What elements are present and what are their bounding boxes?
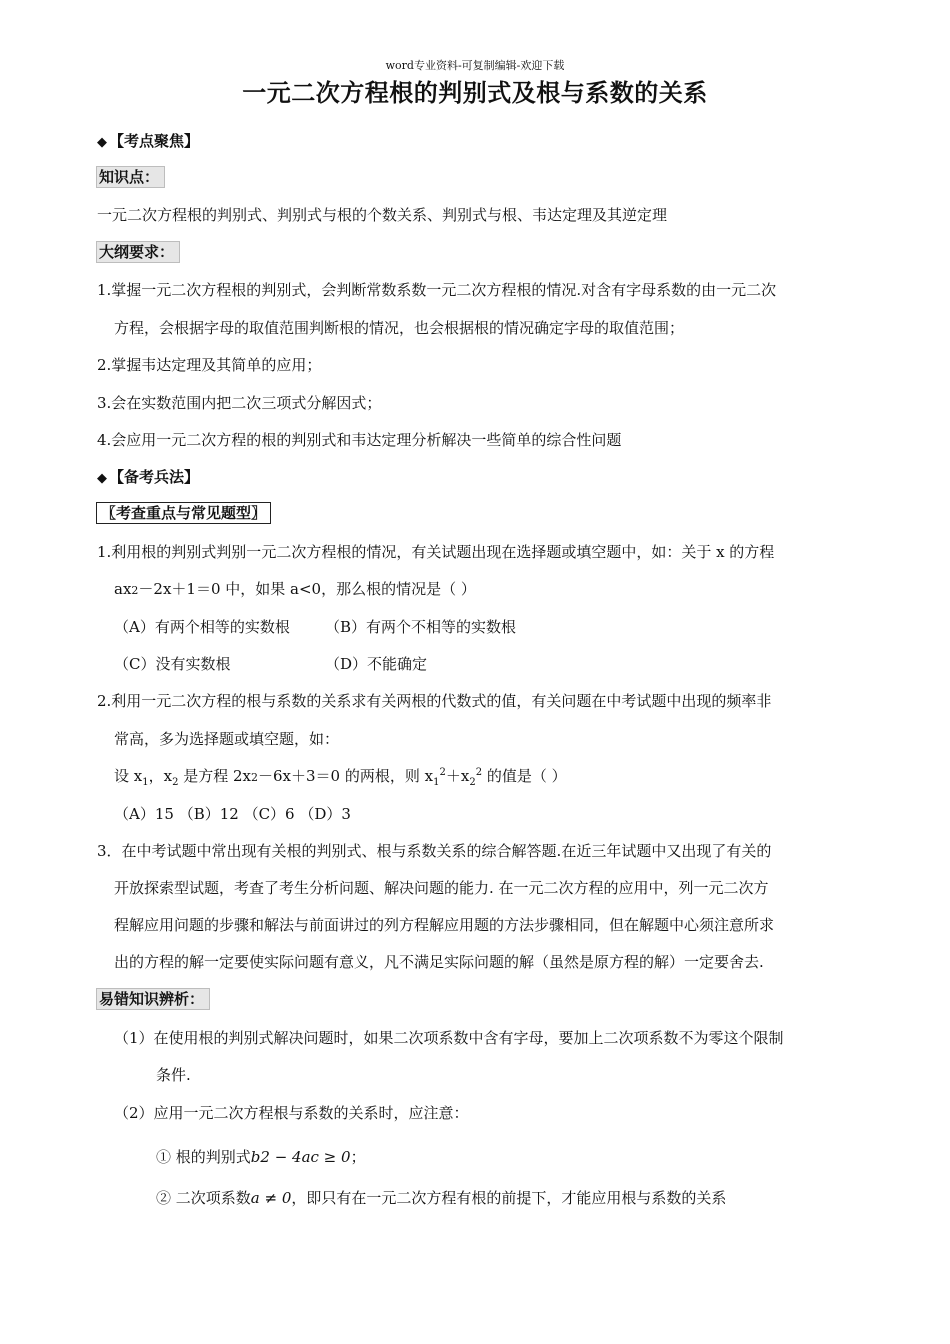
q1-option-b: （B）有两个不相等的实数根	[325, 618, 517, 636]
q1-option-c: （C）没有实数根	[114, 655, 231, 673]
zhishidian-label: 知识点：	[96, 166, 165, 188]
q2-line3: 设 $x_1$，$x_2$ 是方程 2x2－6x＋3＝0 的两根，则 $x_1^2+x_2^2$ 的值是（ ）	[114, 767, 567, 788]
q2-options: （A）15 （B）12 （C）6 （D）3	[114, 805, 351, 823]
coefficient-condition: a ≠ 0	[250, 1189, 292, 1207]
yicuo-p2: （2）应用一元二次方程根与系数的关系时，应注意：	[114, 1104, 469, 1122]
dagang-item-4: 4.会应用一元二次方程的根的判别式和韦达定理分析解决一些简单的综合性问题	[97, 431, 622, 449]
section-kaodian: ◆ 【考点聚焦】	[97, 132, 200, 150]
q1-option-a: （A）有两个相等的实数根	[114, 618, 290, 636]
dagang-item-3: 3.会在实数范围内把二次三项式分解因式；	[97, 394, 382, 412]
yicuo-condition-2: ② 二次项系数a ≠ 0，即只有在一元二次方程有根的前提下，才能应用根与系数的关系	[156, 1189, 727, 1207]
zhishidian-text: 一元二次方程根的判别式、判别式与根的个数关系、判别式与根、韦达定理及其逆定理	[97, 206, 668, 224]
q1-option-d: （D）不能确定	[325, 655, 428, 673]
zhishidian-label-box	[96, 166, 165, 187]
dagang-item-1: 1.掌握一元二次方程根的判别式，会判断常数系数一元二次方程根的情况.对含有字母系数的由一元二次	[97, 281, 777, 299]
page-title: 一元二次方程根的判别式及根与系数的关系	[242, 79, 708, 107]
q1-line1: 1.利用根的判别式判别一元二次方程根的情况，有关试题出现在选择题或填空题中，如：关于 x 的方程	[97, 543, 775, 561]
diamond-icon: ◆	[97, 471, 107, 486]
q2-line2: 常高，多为选择题或填空题，如：	[114, 730, 340, 748]
discriminant-formula: b2 − 4ac ≥ 0	[250, 1148, 351, 1166]
yicuo-p1-line1: （1）在使用根的判别式解决问题时，如果二次项系数中含有字母，要加上二次项系数不为零这个限制	[114, 1029, 784, 1047]
q1-line2: ax2－2x＋1＝0 中，如果 a<0，那么根的情况是（ ）	[114, 580, 476, 598]
page-header: word专业资料-可复制编辑-欢迎下载	[385, 59, 565, 72]
dagang-label: 大纲要求：	[96, 241, 180, 263]
dagang-label-box	[96, 241, 180, 262]
kaocha-label-box	[96, 502, 271, 523]
yicuo-condition-1: ① 根的判别式b2 − 4ac ≥ 0；	[156, 1148, 366, 1166]
q3-line3: 程解应用问题的步骤和解法与前面讲过的列方程解应用题的方法步骤相同，但在解题中心须注意所求	[114, 916, 775, 934]
diamond-icon: ◆	[97, 135, 107, 150]
dagang-item-1-cont: 方程，会根据字母的取值范围判断根的情况，也会根据根的情况确定字母的取值范围；	[114, 319, 685, 337]
section-beikao: ◆ 【备考兵法】	[97, 468, 200, 486]
q3-line1: 3．在中考试题中常出现有关根的判别式、根与系数关系的综合解答题.在近三年试题中又出现了有关的	[97, 842, 772, 860]
yicuo-label-box	[96, 988, 210, 1009]
yicuo-p1-line2: 条件.	[156, 1066, 191, 1084]
q3-line4: 出的方程的解一定要使实际问题有意义，凡不满足实际问题的解（虽然是原方程的解）一定要舍去.	[114, 953, 764, 971]
q3-line2: 开放探索型试题，考查了考生分析问题、解决问题的能力. 在一元二次方程的应用中，列一元二次方	[114, 879, 769, 897]
yicuo-label: 易错知识辨析：	[96, 988, 210, 1010]
dagang-item-2: 2.掌握韦达定理及其简单的应用；	[97, 356, 322, 374]
kaocha-label: 〖考查重点与常见题型〗	[96, 502, 271, 524]
q2-line1: 2.利用一元二次方程的根与系数的关系求有关两根的代数式的值，有关问题在中考试题中出现的频率非	[97, 692, 772, 710]
